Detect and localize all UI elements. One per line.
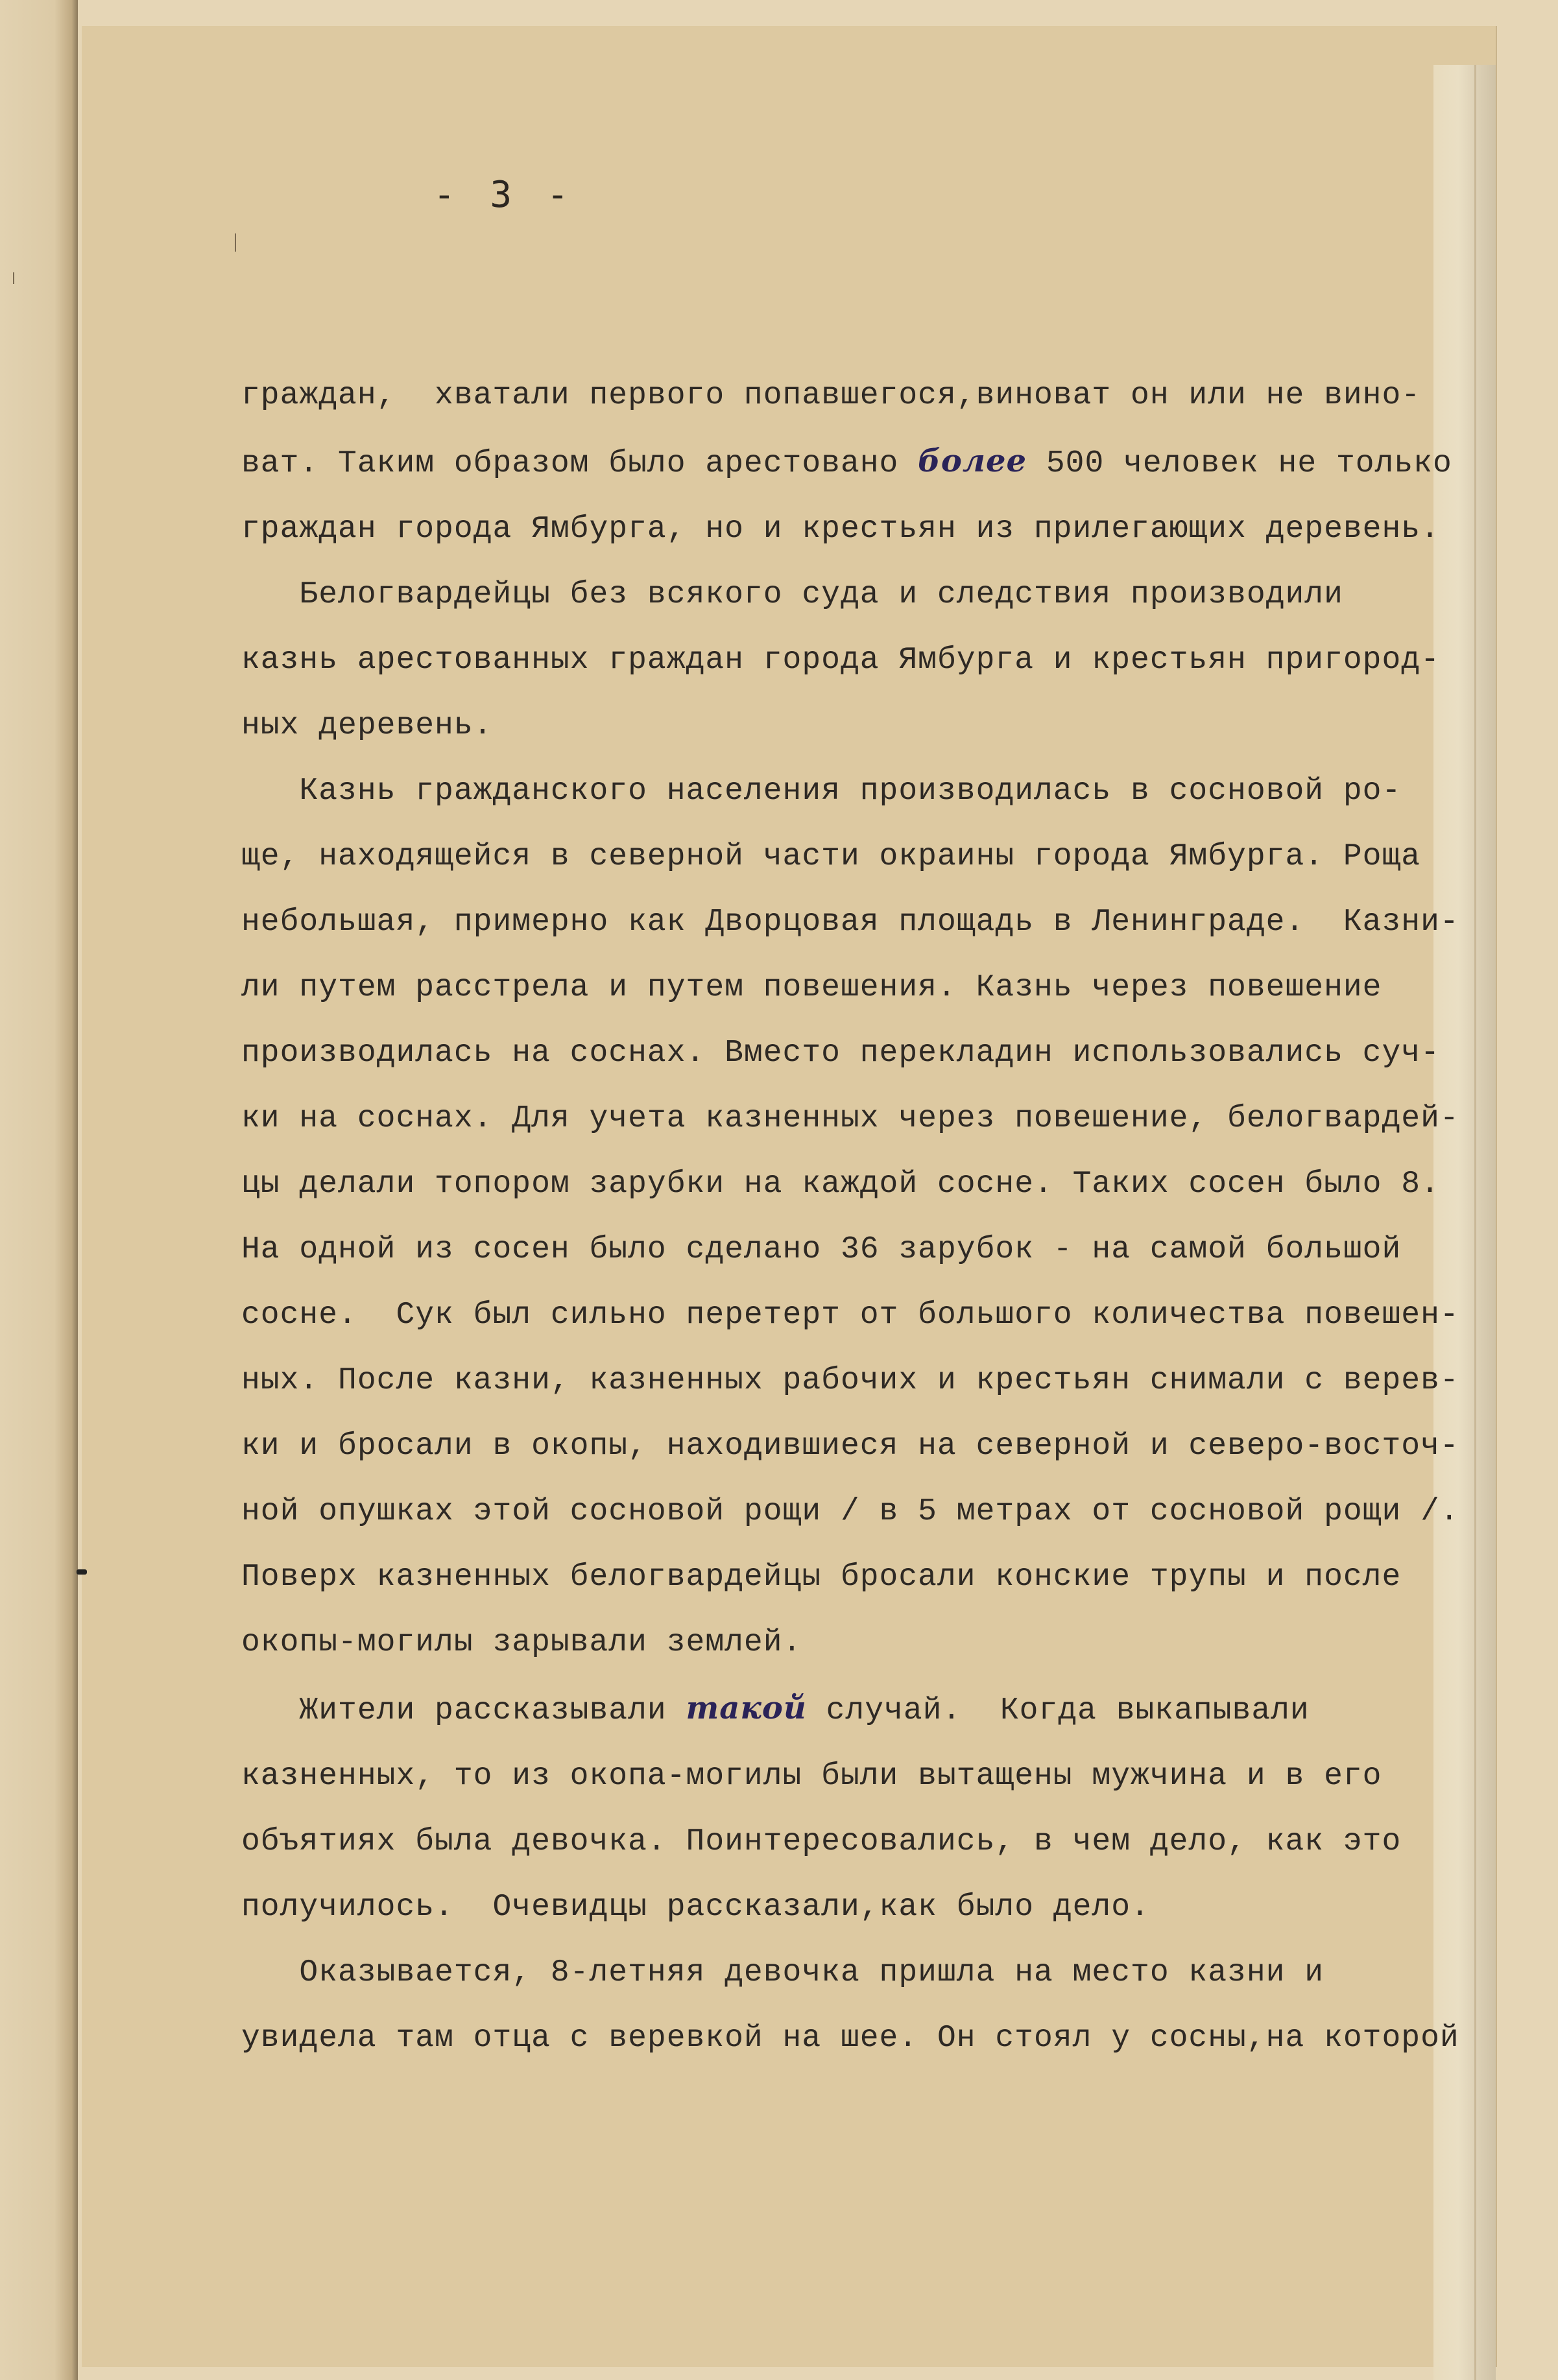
text-line: Казнь гражданского населения производилась в сосновой ро- — [241, 774, 1402, 809]
handwritten-insertion: такой — [686, 1690, 807, 1726]
text-line: ных деревень. — [241, 708, 493, 743]
text-line: граждан, хватали первого попавшегося,виноват он или не вино- — [241, 378, 1421, 413]
text-line: ки на соснах. Для учета казненных через повешение, белогвардей- — [241, 1101, 1459, 1136]
text-line: ной опушках этой сосновой рощи / в 5 метрах от сосновой рощи /. — [241, 1494, 1459, 1529]
text-line: увидела там отца с веревкой на шее. Он стоял у сосны,на которой — [241, 2021, 1459, 2056]
text-line: окопы-могилы зарывали землей. — [241, 1625, 802, 1660]
page-fold-line — [1474, 65, 1476, 2380]
margin-ink-mark — [77, 1569, 87, 1575]
text-line: ват. Таким образом было арестовано более 500 человек не только — [241, 443, 1452, 481]
text-line: получилось. Очевидцы рассказали,как было дело. — [241, 1890, 1150, 1925]
text-line: небольшая, примерно как Дворцовая площадь в Ленинграде. Казни- — [241, 905, 1459, 940]
text-line: Поверх казненных белогвардейцы бросали конские трупы и после — [241, 1560, 1402, 1595]
text-line: ных. После казни, казненных рабочих и крестьян снимали с верев- — [241, 1363, 1459, 1398]
text-line: граждан города Ямбурга, но и крестьян из прилегающих деревень. — [241, 512, 1440, 547]
text-line: На одной из сосен было сделано 36 зарубок - на самой большой — [241, 1232, 1402, 1267]
text-line: цы делали топором зарубки на каждой сосне. Таких сосен было 8. — [241, 1167, 1440, 1202]
text-line: производилась на соснах. Вместо перекладин использовались суч- — [241, 1036, 1440, 1071]
stray-pencil-mark — [235, 233, 236, 252]
text-line: казненных, то из окопа-могилы были вытащены мужчина и в его — [241, 1759, 1382, 1794]
text-line: объятиях была девочка. Поинтересовались, в чем дело, как это — [241, 1824, 1402, 1859]
text-line: казнь арестованных граждан города Ямбурга и крестьян пригород- — [241, 643, 1440, 678]
text-line: ще, находящейся в северной части окраины города Ямбурга. Роща — [241, 839, 1421, 874]
text-line: сосне. Сук был сильно перетерт от большого количества повешен- — [241, 1298, 1459, 1333]
stray-pencil-mark — [13, 272, 14, 284]
text-line: Оказывается, 8-летняя девочка пришла на место казни и — [241, 1955, 1324, 1990]
text-line: ки и бросали в окопы, находившиеся на северной и северо-восточ- — [241, 1429, 1459, 1464]
text-line: Белогвардейцы без всякого суда и следствия производили — [241, 577, 1343, 612]
text-line: ли путем расстрела и путем повешения. Казнь через повешение — [241, 970, 1382, 1005]
previous-page-edge — [0, 0, 78, 2380]
typewritten-text — [241, 363, 1474, 2071]
page-number: - 3 - — [433, 174, 575, 216]
text-line: Жители рассказывали такой случай. Когда выкапывали — [241, 1690, 1310, 1728]
handwritten-insertion: более — [918, 443, 1027, 479]
